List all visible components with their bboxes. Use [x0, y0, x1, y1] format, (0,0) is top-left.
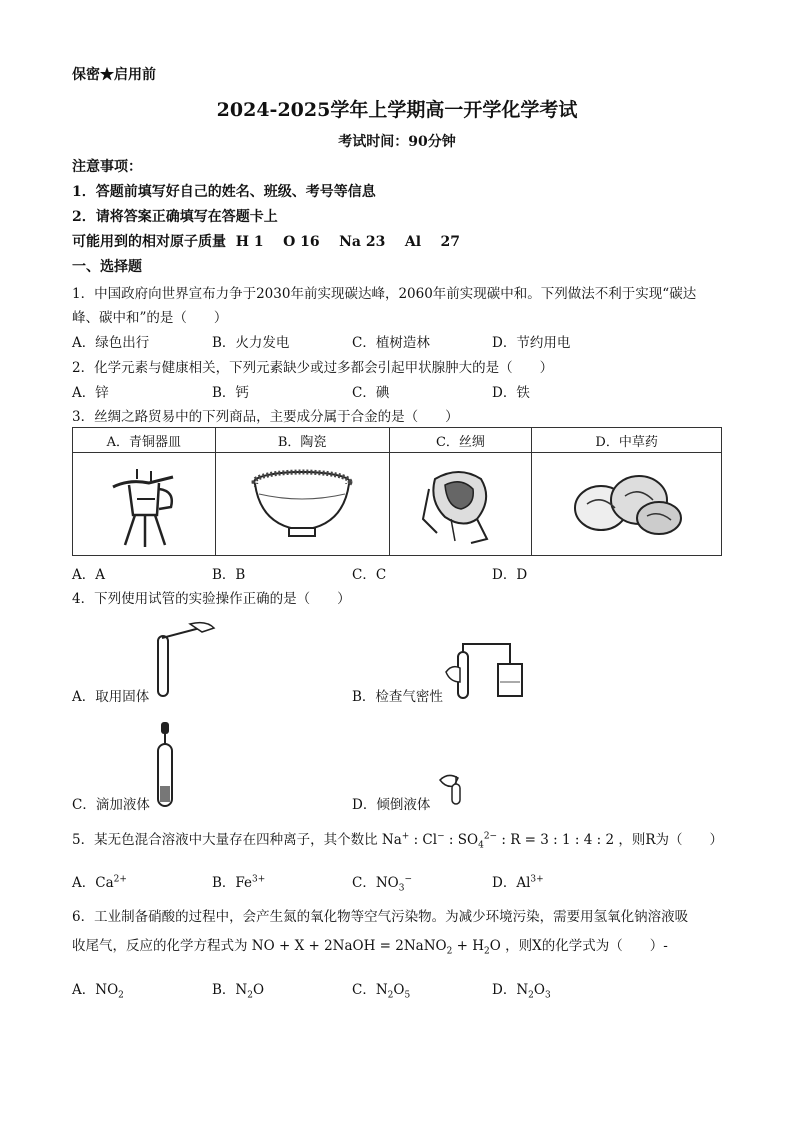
option-c: C．植树造林: [352, 335, 430, 351]
section-title: 一、选择题: [72, 259, 142, 275]
dropper-tube-image: [150, 720, 180, 808]
option-d: D．$N_2O_3$: [492, 982, 551, 1001]
option-b: B．火力发电: [212, 335, 290, 351]
ceramic-bowl-cell: [215, 453, 389, 556]
bronze-vessel-cell: [73, 453, 216, 556]
option-c: C．C: [352, 567, 387, 583]
table-header: B．陶瓷: [215, 428, 389, 453]
option-b: B．检查气密性: [352, 689, 443, 705]
notice-item: 1．答题前填写好自己的姓名、班级、考号等信息: [72, 184, 376, 200]
option-c: C．$NO_3^-$: [352, 874, 413, 894]
goods-table: [72, 427, 722, 556]
pouring-liquid-image: [434, 770, 470, 806]
charge-sup: −: [437, 831, 445, 842]
option-b: B．$Fe^{3+}$: [212, 874, 266, 891]
airtightness-check-image: [440, 638, 530, 702]
ceramic-bowl-image: [247, 464, 357, 544]
stem-text: : SO: [444, 832, 479, 848]
question-stem: 4．下列使用试管的实验操作正确的是（ ）: [72, 591, 351, 607]
herbal-medicine-cell: [532, 453, 722, 556]
table-header: A．青铜器皿: [73, 428, 216, 453]
option-d: D．$Al^{3+}$: [492, 874, 544, 891]
test-tube-solid-image: [150, 620, 220, 700]
exam-title: 2024-2025学年上学期高一开学化学考试: [216, 99, 578, 121]
option-d: D．铁: [492, 385, 530, 401]
option-c: C．滴加液体: [72, 797, 150, 813]
option-b: B．钙: [212, 385, 249, 401]
option-b: B．B: [212, 567, 246, 583]
question-stem: 6．工业制备硝酸的过程中，会产生氮的氧化物等空气污染物。为减少环境污染，需要用氢氧化钠溶液吸: [72, 909, 689, 925]
charge-sup: 2−: [483, 831, 498, 842]
herbal-medicine-image: [567, 464, 687, 544]
option-a: A．取用固体: [72, 689, 150, 705]
option-d: D．节约用电: [492, 335, 571, 351]
option-c: C．$N_2O_5$: [352, 982, 411, 1001]
question-stem: 1．中国政府向世界宣布力争于2030年前实现碳达峰，2060年前实现碳中和。下列做法不利于实现“碳达: [72, 286, 697, 302]
charge-sup: +: [401, 831, 410, 842]
atomic-mass: 可能用到的相对原子质量 H 1 O 16 Na 23 Al 27: [72, 234, 461, 250]
silk-image: [415, 459, 505, 549]
option-a: A．绿色出行: [72, 335, 150, 351]
question-stem: 峰、碳中和”的是（ ）: [72, 310, 228, 326]
question-stem: 2．化学元素与健康相关，下列元素缺少或过多都会引起甲状腺肿大的是（ ）: [72, 360, 554, 376]
notice-item: 2．请将答案正确填写在答题卡上: [72, 209, 278, 225]
notice-heading: 注意事项：: [72, 159, 142, 175]
option-a: A．$Ca^{2+}$: [72, 874, 127, 891]
stem-text: : R = 3 : 1 : 4 : 2 ，则R为（ ）: [497, 832, 723, 848]
question-stem: 收尾气，反应的化学方程式为 NO + X + 2NaOH = 2NaNO$_2$ + $H_2O$ ，则X的化学式为（ ）-: [72, 938, 668, 957]
table-header: D．中草药: [532, 428, 722, 453]
table-header: C．丝绸: [389, 428, 532, 453]
stem-text: : Cl: [409, 832, 438, 848]
stem-text: 5．某无色混合溶液中大量存在四种离子，其个数比 Na: [72, 832, 402, 848]
option-c: C．碘: [352, 385, 390, 401]
option-b: B．$N_2O$: [212, 982, 265, 1001]
option-d: D．倾倒液体: [352, 797, 431, 813]
option-a: A．锌: [72, 385, 109, 401]
option-a: A．$NO_2$: [72, 982, 124, 1001]
bronze-vessel-image: [99, 459, 189, 549]
exam-time: 考试时间：90分钟: [338, 134, 456, 150]
question-stem: 3．丝绸之路贸易中的下列商品，主要成分属于合金的是（ ）: [72, 409, 459, 425]
secret-label: 保密★启用前: [72, 67, 156, 83]
question-stem: [72, 828, 723, 851]
subscript: 4: [478, 840, 484, 851]
option-a: A．A: [72, 567, 105, 583]
option-d: D．D: [492, 567, 528, 583]
silk-cell: [389, 453, 532, 556]
